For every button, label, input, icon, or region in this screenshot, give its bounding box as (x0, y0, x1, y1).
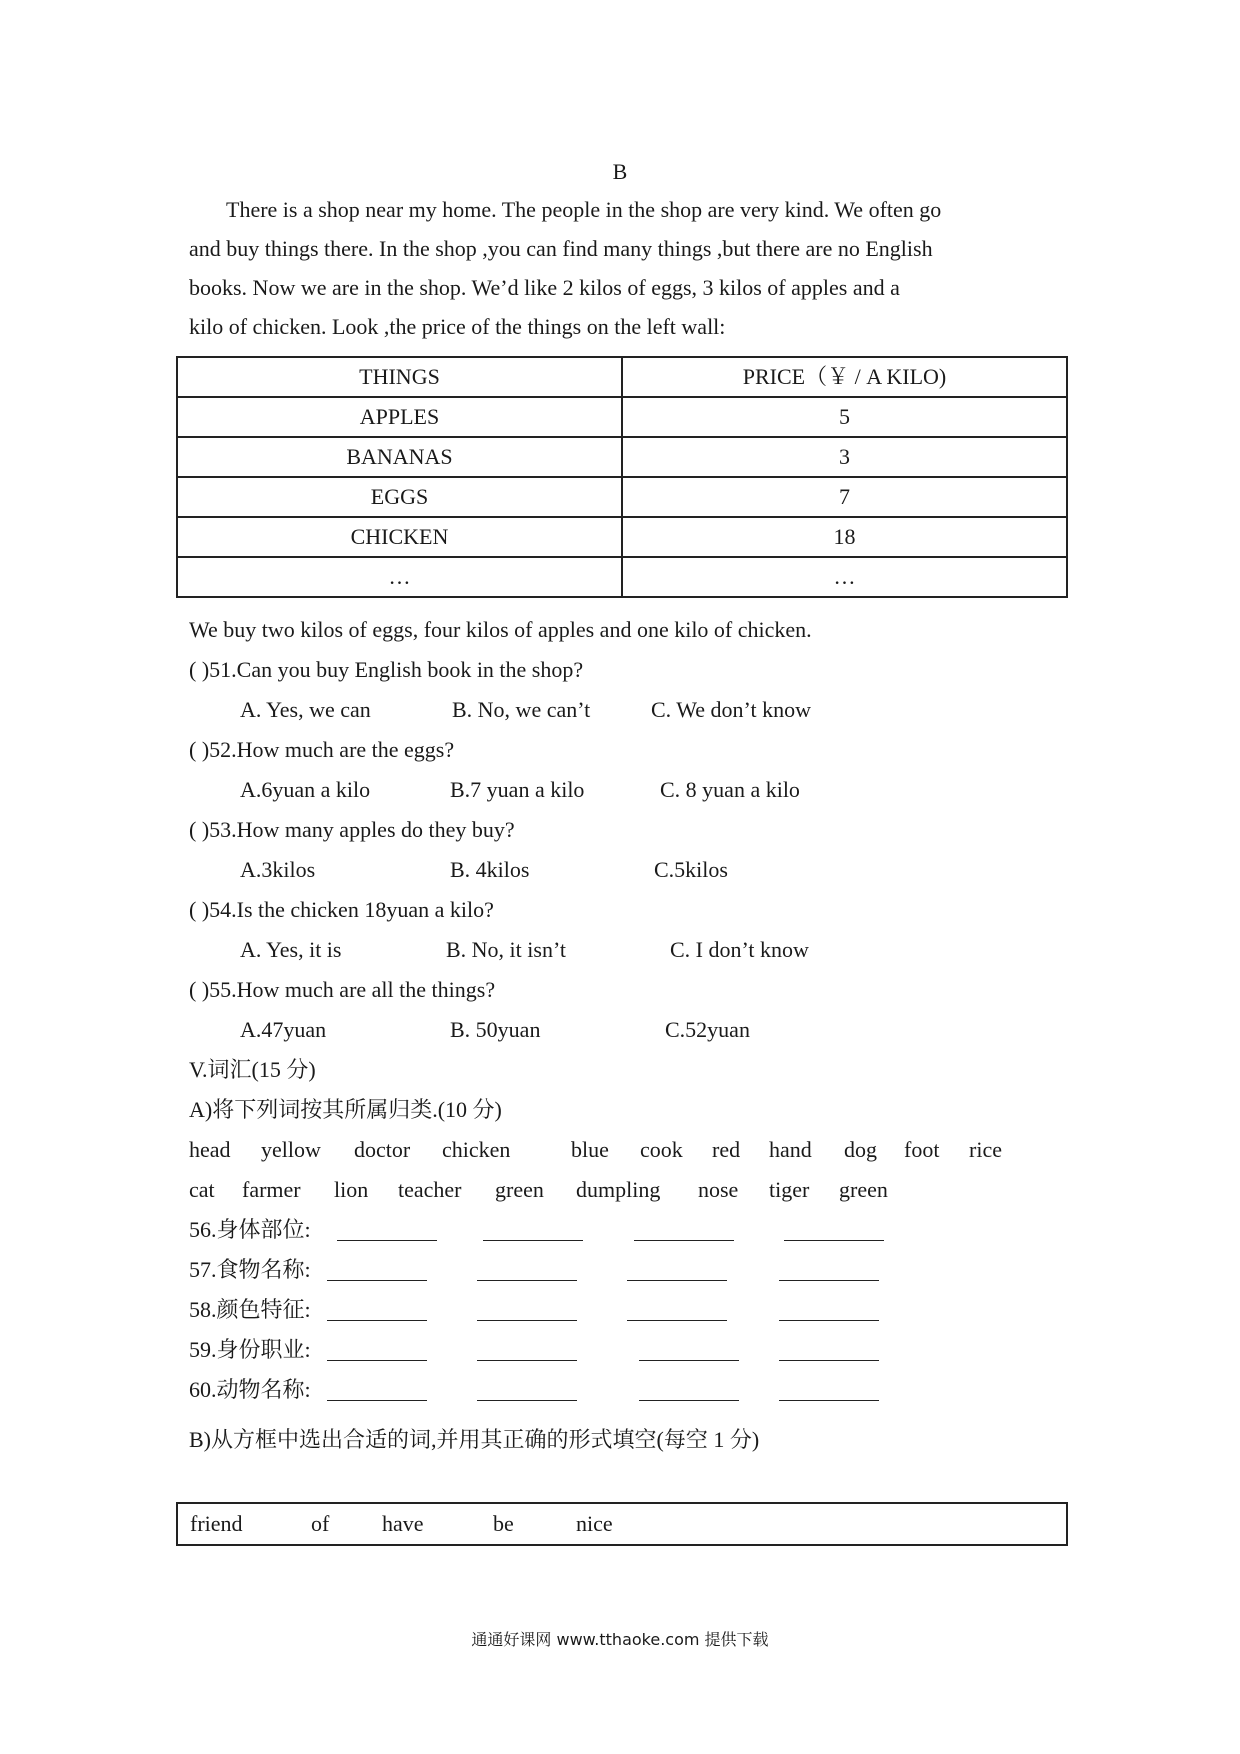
category-label: 59.身份职业: (189, 1337, 311, 1362)
answer-blank[interactable] (483, 1240, 583, 1241)
section-heading: B (612, 159, 628, 184)
table-cell: BANANAS (177, 437, 622, 477)
table-header: PRICE（￥ / A KILO) (622, 357, 1067, 397)
word: green (495, 1177, 544, 1202)
table-cell: CHICKEN (177, 517, 622, 557)
option-a[interactable]: A.6yuan a kilo (240, 777, 371, 802)
word: tiger (769, 1177, 810, 1202)
answer-blank[interactable] (477, 1280, 577, 1281)
vocab-heading: V.词汇(15 分) (189, 1057, 316, 1082)
table-cell: EGGS (177, 477, 622, 517)
passage-line: kilo of chicken. Look ,the price of the things on the left wall: (189, 314, 726, 339)
answer-blank[interactable] (784, 1240, 884, 1241)
table-row (177, 437, 1067, 477)
price-table (176, 356, 1068, 598)
word: hand (769, 1137, 812, 1162)
answer-blank[interactable] (477, 1400, 577, 1401)
word: nose (698, 1177, 739, 1202)
answer-blank[interactable] (337, 1240, 437, 1241)
word-box (176, 1502, 1068, 1546)
box-word: nice (576, 1511, 613, 1536)
table-header-row (177, 357, 1067, 397)
answer-blank[interactable] (327, 1360, 427, 1361)
answer-blank[interactable] (627, 1280, 727, 1281)
answer-blank[interactable] (327, 1280, 427, 1281)
answer-blank[interactable] (639, 1400, 739, 1401)
category-label: 58.颜色特征: (189, 1297, 311, 1322)
answer-blank[interactable] (634, 1240, 734, 1241)
option-b[interactable]: B. No, we can’t (452, 697, 591, 722)
after-table-text: We buy two kilos of eggs, four kilos of apples and one kilo of chicken. (189, 617, 812, 642)
option-c[interactable]: C. 8 yuan a kilo (660, 777, 800, 802)
option-c[interactable]: C.52yuan (665, 1017, 750, 1042)
question-stem: ( )53.How many apples do they buy? (189, 817, 515, 842)
answer-blank[interactable] (779, 1320, 879, 1321)
word: rice (969, 1137, 1002, 1162)
box-word: friend (190, 1511, 243, 1536)
category-label: 57.食物名称: (189, 1257, 311, 1282)
question-stem: ( )51.Can you buy English book in the shop? (189, 657, 584, 682)
category-row (189, 1250, 311, 1290)
option-c[interactable]: C. We don’t know (651, 697, 811, 722)
table-cell: 5 (622, 397, 1067, 437)
word: head (189, 1137, 231, 1162)
passage-line: books. Now we are in the shop. We’d like 2 kilos of eggs, 3 kilos of apples and a (189, 275, 900, 300)
answer-blank[interactable] (779, 1400, 879, 1401)
option-b[interactable]: B.7 yuan a kilo (450, 777, 585, 802)
box-word: be (493, 1511, 514, 1536)
category-row (189, 1330, 311, 1370)
table-cell: 7 (622, 477, 1067, 517)
option-a[interactable]: A.47yuan (240, 1017, 327, 1042)
category-label: 56.身体部位: (189, 1217, 311, 1242)
box-word: have (382, 1511, 424, 1536)
category-label: 60.动物名称: (189, 1377, 311, 1402)
table-row (177, 557, 1067, 597)
word: dumpling (576, 1177, 661, 1202)
word: cook (640, 1137, 683, 1162)
word: chicken (442, 1137, 511, 1162)
question-stem: ( )55.How much are all the things? (189, 977, 496, 1002)
word: lion (334, 1177, 369, 1202)
table-row (177, 477, 1067, 517)
option-c[interactable]: C.5kilos (654, 857, 728, 882)
passage-line: There is a shop near my home. The people in the shop are very kind. We often go (226, 197, 942, 222)
table-cell: APPLES (177, 397, 622, 437)
word: doctor (354, 1137, 411, 1162)
table-row (177, 517, 1067, 557)
option-b[interactable]: B. 4kilos (450, 857, 530, 882)
table-row (177, 397, 1067, 437)
question-stem: ( )54.Is the chicken 18yuan a kilo? (189, 897, 494, 922)
answer-blank[interactable] (779, 1360, 879, 1361)
word: green (839, 1177, 888, 1202)
option-a[interactable]: A.3kilos (240, 857, 316, 882)
word: cat (189, 1177, 215, 1202)
part-a-heading: A)将下列词按其所属归类.(10 分) (189, 1097, 502, 1122)
table-cell: 18 (622, 517, 1067, 557)
word: teacher (398, 1177, 462, 1202)
option-a[interactable]: A. Yes, it is (240, 937, 342, 962)
category-row (189, 1290, 311, 1330)
word: blue (571, 1137, 609, 1162)
part-b-heading: B)从方框中选出合适的词,并用其正确的形式填空(每空 1 分) (189, 1427, 760, 1452)
passage-line: and buy things there. In the shop ,you can find many things ,but there are no English (189, 236, 933, 261)
answer-blank[interactable] (639, 1360, 739, 1361)
table-header: THINGS (177, 357, 622, 397)
answer-blank[interactable] (327, 1320, 427, 1321)
option-b[interactable]: B. 50yuan (450, 1017, 541, 1042)
word: dog (844, 1137, 877, 1162)
table-cell: … (177, 557, 622, 597)
word: foot (904, 1137, 940, 1162)
word: yellow (261, 1137, 321, 1162)
answer-blank[interactable] (477, 1320, 577, 1321)
category-row (189, 1370, 311, 1410)
table-cell: … (622, 557, 1067, 597)
option-b[interactable]: B. No, it isn’t (446, 937, 567, 962)
word: red (712, 1137, 741, 1162)
word: farmer (242, 1177, 301, 1202)
answer-blank[interactable] (477, 1360, 577, 1361)
table-cell: 3 (622, 437, 1067, 477)
box-word: of (311, 1511, 330, 1536)
option-a[interactable]: A. Yes, we can (240, 697, 371, 722)
page-footer: 通通好课网 www.tthaoke.com 提供下载 (471, 1630, 769, 1649)
answer-blank[interactable] (627, 1320, 727, 1321)
answer-blank[interactable] (327, 1400, 427, 1401)
category-row (189, 1210, 311, 1250)
question-stem: ( )52.How much are the eggs? (189, 737, 455, 762)
option-c[interactable]: C. I don’t know (670, 937, 809, 962)
answer-blank[interactable] (779, 1280, 879, 1281)
